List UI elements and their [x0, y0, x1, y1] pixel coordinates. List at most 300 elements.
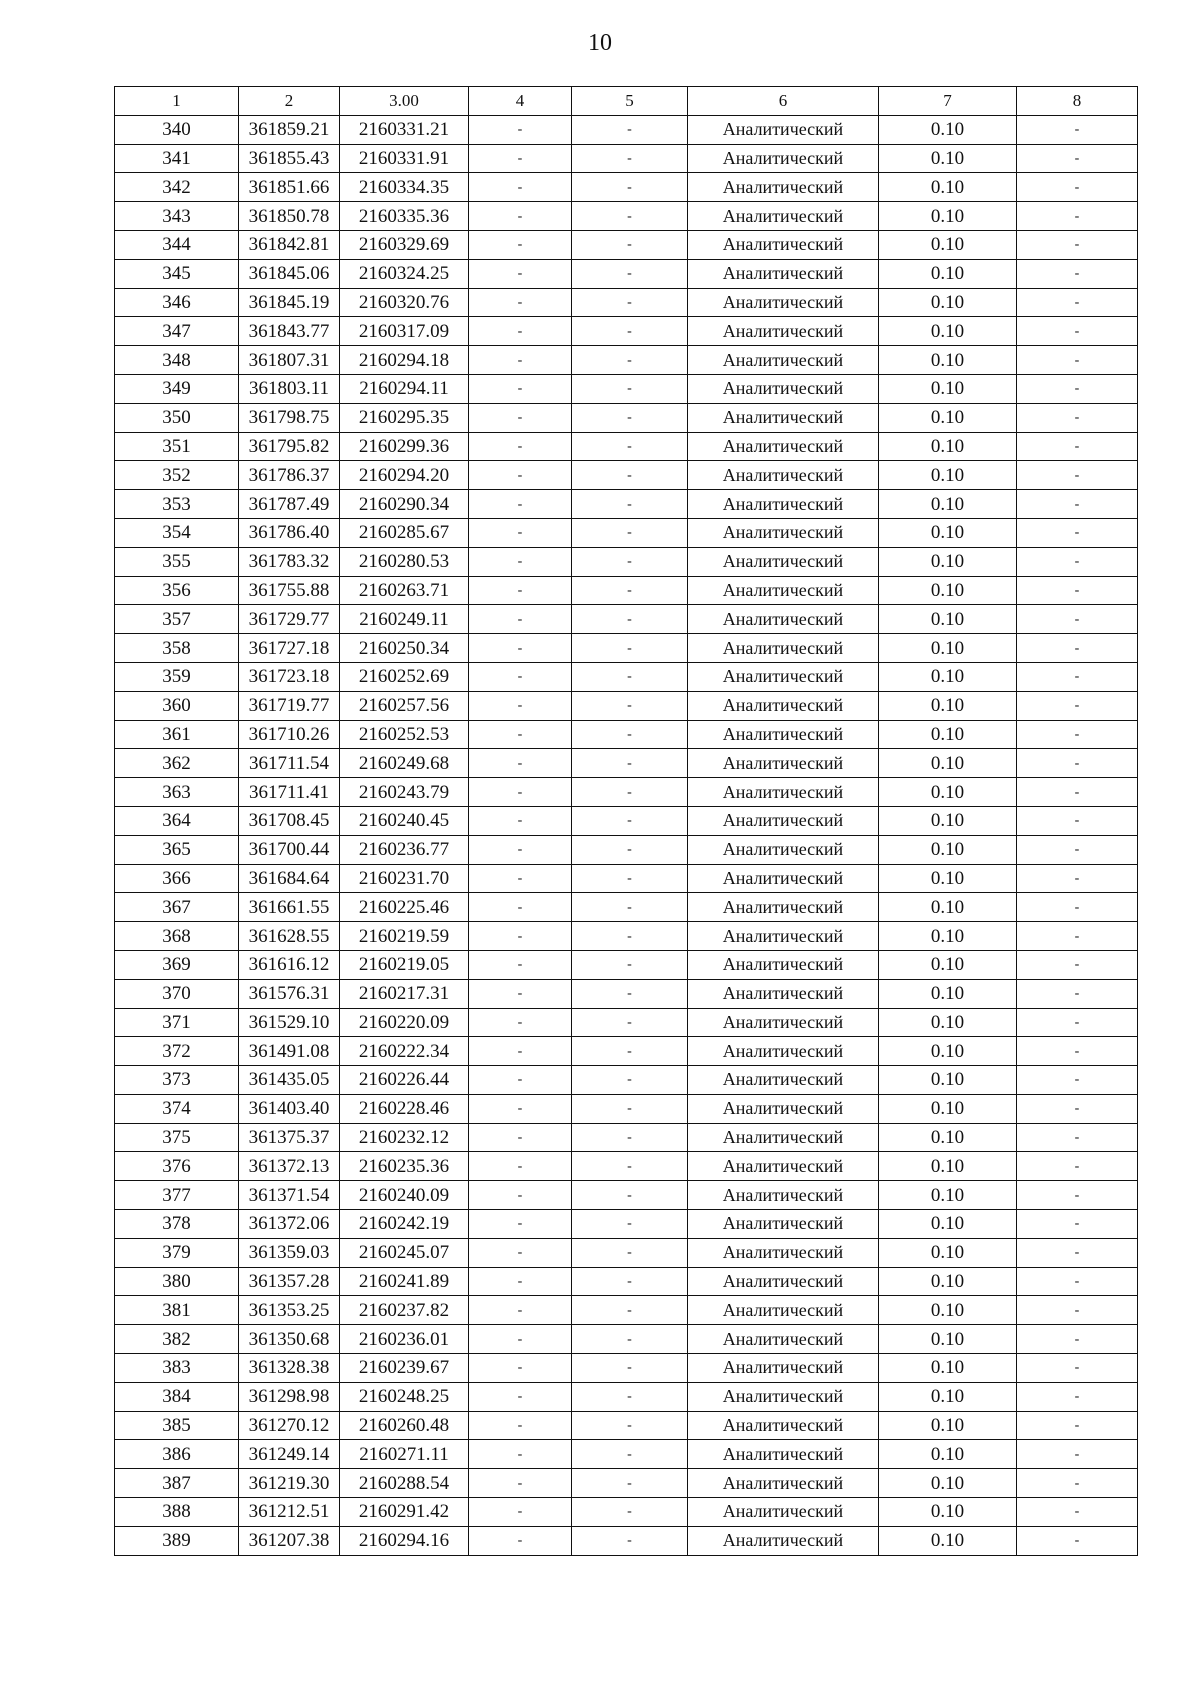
table-row	[115, 173, 1138, 202]
accuracy-cell: 0.10	[879, 691, 1017, 720]
point-number-cell: 367	[115, 893, 239, 922]
method-cell: Аналитический	[688, 1469, 879, 1498]
col8-cell: -	[1017, 1094, 1138, 1123]
col4-cell: -	[469, 518, 572, 547]
point-number-cell: 356	[115, 576, 239, 605]
x-coordinate-cell: 361700.44	[239, 835, 340, 864]
point-number-cell: 381	[115, 1296, 239, 1325]
table-row	[115, 518, 1138, 547]
col4-cell: -	[469, 490, 572, 519]
col4-cell: -	[469, 317, 572, 346]
table-row	[115, 1296, 1138, 1325]
col4-cell: -	[469, 1094, 572, 1123]
accuracy-cell: 0.10	[879, 403, 1017, 432]
method-cell: Аналитический	[688, 1037, 879, 1066]
point-number-cell: 376	[115, 1152, 239, 1181]
accuracy-cell: 0.10	[879, 115, 1017, 144]
point-number-cell: 340	[115, 115, 239, 144]
point-number-cell: 388	[115, 1498, 239, 1527]
col4-cell: -	[469, 979, 572, 1008]
col8-cell: -	[1017, 634, 1138, 663]
table-row	[115, 950, 1138, 979]
col8-cell: -	[1017, 605, 1138, 634]
col8-cell: -	[1017, 1123, 1138, 1152]
col4-cell: -	[469, 202, 572, 231]
table-row	[115, 893, 1138, 922]
point-number-cell: 377	[115, 1181, 239, 1210]
accuracy-cell: 0.10	[879, 1382, 1017, 1411]
method-cell: Аналитический	[688, 1411, 879, 1440]
accuracy-cell: 0.10	[879, 1296, 1017, 1325]
col4-cell: -	[469, 115, 572, 144]
col8-cell: -	[1017, 490, 1138, 519]
col4-cell: -	[469, 432, 572, 461]
y-coordinate-cell: 2160250.34	[340, 634, 469, 663]
accuracy-cell: 0.10	[879, 864, 1017, 893]
table-row	[115, 461, 1138, 490]
table-row	[115, 662, 1138, 691]
col8-cell: -	[1017, 1066, 1138, 1095]
y-coordinate-cell: 2160228.46	[340, 1094, 469, 1123]
col8-cell: -	[1017, 922, 1138, 951]
point-number-cell: 366	[115, 864, 239, 893]
col8-cell: -	[1017, 1037, 1138, 1066]
point-number-cell: 341	[115, 144, 239, 173]
point-number-cell: 370	[115, 979, 239, 1008]
method-cell: Аналитический	[688, 691, 879, 720]
col5-cell: -	[572, 634, 688, 663]
col5-cell: -	[572, 1123, 688, 1152]
col8-cell: -	[1017, 1296, 1138, 1325]
x-coordinate-cell: 361723.18	[239, 662, 340, 691]
column-header: 6	[688, 87, 879, 116]
x-coordinate-cell: 361219.30	[239, 1469, 340, 1498]
accuracy-cell: 0.10	[879, 1469, 1017, 1498]
y-coordinate-cell: 2160285.67	[340, 518, 469, 547]
col8-cell: -	[1017, 518, 1138, 547]
method-cell: Аналитический	[688, 490, 879, 519]
y-coordinate-cell: 2160334.35	[340, 173, 469, 202]
method-cell: Аналитический	[688, 864, 879, 893]
col8-cell: -	[1017, 1238, 1138, 1267]
y-coordinate-cell: 2160231.70	[340, 864, 469, 893]
method-cell: Аналитический	[688, 1181, 879, 1210]
table-row	[115, 1498, 1138, 1527]
y-coordinate-cell: 2160294.18	[340, 346, 469, 375]
table-row	[115, 1123, 1138, 1152]
accuracy-cell: 0.10	[879, 1526, 1017, 1555]
method-cell: Аналитический	[688, 806, 879, 835]
col5-cell: -	[572, 374, 688, 403]
table-row	[115, 403, 1138, 432]
method-cell: Аналитический	[688, 259, 879, 288]
x-coordinate-cell: 361719.77	[239, 691, 340, 720]
y-coordinate-cell: 2160317.09	[340, 317, 469, 346]
y-coordinate-cell: 2160295.35	[340, 403, 469, 432]
x-coordinate-cell: 361795.82	[239, 432, 340, 461]
col8-cell: -	[1017, 778, 1138, 807]
y-coordinate-cell: 2160249.68	[340, 749, 469, 778]
x-coordinate-cell: 361729.77	[239, 605, 340, 634]
col4-cell: -	[469, 922, 572, 951]
y-coordinate-cell: 2160263.71	[340, 576, 469, 605]
column-header: 2	[239, 87, 340, 116]
method-cell: Аналитический	[688, 144, 879, 173]
col5-cell: -	[572, 1210, 688, 1239]
y-coordinate-cell: 2160299.36	[340, 432, 469, 461]
method-cell: Аналитический	[688, 1526, 879, 1555]
col5-cell: -	[572, 806, 688, 835]
method-cell: Аналитический	[688, 1382, 879, 1411]
col4-cell: -	[469, 1037, 572, 1066]
col8-cell: -	[1017, 1267, 1138, 1296]
col8-cell: -	[1017, 950, 1138, 979]
y-coordinate-cell: 2160237.82	[340, 1296, 469, 1325]
col5-cell: -	[572, 922, 688, 951]
method-cell: Аналитический	[688, 749, 879, 778]
col8-cell: -	[1017, 403, 1138, 432]
col5-cell: -	[572, 1411, 688, 1440]
table-row	[115, 634, 1138, 663]
col5-cell: -	[572, 230, 688, 259]
table-row	[115, 1094, 1138, 1123]
col5-cell: -	[572, 1469, 688, 1498]
col8-cell: -	[1017, 202, 1138, 231]
col5-cell: -	[572, 1152, 688, 1181]
method-cell: Аналитический	[688, 1296, 879, 1325]
point-number-cell: 383	[115, 1354, 239, 1383]
method-cell: Аналитический	[688, 662, 879, 691]
col5-cell: -	[572, 1325, 688, 1354]
col4-cell: -	[469, 1354, 572, 1383]
table-row	[115, 1037, 1138, 1066]
col8-cell: -	[1017, 1325, 1138, 1354]
col8-cell: -	[1017, 461, 1138, 490]
col4-cell: -	[469, 1123, 572, 1152]
col5-cell: -	[572, 893, 688, 922]
method-cell: Аналитический	[688, 432, 879, 461]
table-row	[115, 490, 1138, 519]
table-body	[115, 115, 1138, 1555]
table-row	[115, 1238, 1138, 1267]
accuracy-cell: 0.10	[879, 202, 1017, 231]
col5-cell: -	[572, 518, 688, 547]
method-cell: Аналитический	[688, 374, 879, 403]
col5-cell: -	[572, 1066, 688, 1095]
point-number-cell: 369	[115, 950, 239, 979]
y-coordinate-cell: 2160271.11	[340, 1440, 469, 1469]
point-number-cell: 373	[115, 1066, 239, 1095]
accuracy-cell: 0.10	[879, 1238, 1017, 1267]
col4-cell: -	[469, 1008, 572, 1037]
point-number-cell: 348	[115, 346, 239, 375]
method-cell: Аналитический	[688, 1123, 879, 1152]
col4-cell: -	[469, 1238, 572, 1267]
method-cell: Аналитический	[688, 1152, 879, 1181]
col5-cell: -	[572, 346, 688, 375]
accuracy-cell: 0.10	[879, 1181, 1017, 1210]
point-number-cell: 379	[115, 1238, 239, 1267]
col5-cell: -	[572, 979, 688, 1008]
accuracy-cell: 0.10	[879, 1210, 1017, 1239]
col8-cell: -	[1017, 1498, 1138, 1527]
accuracy-cell: 0.10	[879, 173, 1017, 202]
table-row	[115, 1411, 1138, 1440]
col8-cell: -	[1017, 259, 1138, 288]
accuracy-cell: 0.10	[879, 835, 1017, 864]
point-number-cell: 365	[115, 835, 239, 864]
point-number-cell: 347	[115, 317, 239, 346]
col4-cell: -	[469, 173, 572, 202]
accuracy-cell: 0.10	[879, 893, 1017, 922]
y-coordinate-cell: 2160239.67	[340, 1354, 469, 1383]
point-number-cell: 357	[115, 605, 239, 634]
table-row	[115, 259, 1138, 288]
col4-cell: -	[469, 144, 572, 173]
point-number-cell: 342	[115, 173, 239, 202]
col5-cell: -	[572, 1498, 688, 1527]
column-header: 3.00	[340, 87, 469, 116]
point-number-cell: 351	[115, 432, 239, 461]
point-number-cell: 359	[115, 662, 239, 691]
col4-cell: -	[469, 288, 572, 317]
accuracy-cell: 0.10	[879, 547, 1017, 576]
accuracy-cell: 0.10	[879, 922, 1017, 951]
y-coordinate-cell: 2160242.19	[340, 1210, 469, 1239]
accuracy-cell: 0.10	[879, 1066, 1017, 1095]
col5-cell: -	[572, 403, 688, 432]
x-coordinate-cell: 361855.43	[239, 144, 340, 173]
accuracy-cell: 0.10	[879, 1325, 1017, 1354]
col5-cell: -	[572, 835, 688, 864]
col4-cell: -	[469, 1411, 572, 1440]
accuracy-cell: 0.10	[879, 374, 1017, 403]
accuracy-cell: 0.10	[879, 1440, 1017, 1469]
table-row	[115, 1325, 1138, 1354]
point-number-cell: 387	[115, 1469, 239, 1498]
col4-cell: -	[469, 259, 572, 288]
table-row	[115, 1066, 1138, 1095]
x-coordinate-cell: 361842.81	[239, 230, 340, 259]
col4-cell: -	[469, 346, 572, 375]
point-number-cell: 362	[115, 749, 239, 778]
col8-cell: -	[1017, 144, 1138, 173]
col4-cell: -	[469, 835, 572, 864]
x-coordinate-cell: 361727.18	[239, 634, 340, 663]
accuracy-cell: 0.10	[879, 1411, 1017, 1440]
col5-cell: -	[572, 1382, 688, 1411]
col5-cell: -	[572, 778, 688, 807]
method-cell: Аналитический	[688, 922, 879, 951]
table-row	[115, 1181, 1138, 1210]
y-coordinate-cell: 2160294.11	[340, 374, 469, 403]
method-cell: Аналитический	[688, 634, 879, 663]
col5-cell: -	[572, 1526, 688, 1555]
point-number-cell: 360	[115, 691, 239, 720]
y-coordinate-cell: 2160220.09	[340, 1008, 469, 1037]
x-coordinate-cell: 361207.38	[239, 1526, 340, 1555]
x-coordinate-cell: 361249.14	[239, 1440, 340, 1469]
table-row	[115, 922, 1138, 951]
table-row	[115, 230, 1138, 259]
point-number-cell: 374	[115, 1094, 239, 1123]
x-coordinate-cell: 361661.55	[239, 893, 340, 922]
table-row	[115, 1526, 1138, 1555]
point-number-cell: 358	[115, 634, 239, 663]
col4-cell: -	[469, 1469, 572, 1498]
method-cell: Аналитический	[688, 1325, 879, 1354]
method-cell: Аналитический	[688, 576, 879, 605]
column-header: 1	[115, 87, 239, 116]
y-coordinate-cell: 2160257.56	[340, 691, 469, 720]
method-cell: Аналитический	[688, 1066, 879, 1095]
col5-cell: -	[572, 950, 688, 979]
col8-cell: -	[1017, 346, 1138, 375]
y-coordinate-cell: 2160248.25	[340, 1382, 469, 1411]
col5-cell: -	[572, 691, 688, 720]
col4-cell: -	[469, 950, 572, 979]
table-row	[115, 1469, 1138, 1498]
table-row	[115, 806, 1138, 835]
y-coordinate-cell: 2160236.01	[340, 1325, 469, 1354]
method-cell: Аналитический	[688, 1210, 879, 1239]
point-number-cell: 389	[115, 1526, 239, 1555]
x-coordinate-cell: 361851.66	[239, 173, 340, 202]
x-coordinate-cell: 361628.55	[239, 922, 340, 951]
x-coordinate-cell: 361711.41	[239, 778, 340, 807]
col4-cell: -	[469, 720, 572, 749]
col5-cell: -	[572, 173, 688, 202]
method-cell: Аналитический	[688, 461, 879, 490]
table-row	[115, 346, 1138, 375]
y-coordinate-cell: 2160280.53	[340, 547, 469, 576]
col4-cell: -	[469, 1526, 572, 1555]
col5-cell: -	[572, 605, 688, 634]
col8-cell: -	[1017, 1440, 1138, 1469]
y-coordinate-cell: 2160240.09	[340, 1181, 469, 1210]
x-coordinate-cell: 361372.13	[239, 1152, 340, 1181]
col4-cell: -	[469, 1382, 572, 1411]
y-coordinate-cell: 2160241.89	[340, 1267, 469, 1296]
accuracy-cell: 0.10	[879, 1152, 1017, 1181]
y-coordinate-cell: 2160291.42	[340, 1498, 469, 1527]
point-number-cell: 385	[115, 1411, 239, 1440]
point-number-cell: 349	[115, 374, 239, 403]
method-cell: Аналитический	[688, 1440, 879, 1469]
point-number-cell: 346	[115, 288, 239, 317]
x-coordinate-cell: 361755.88	[239, 576, 340, 605]
method-cell: Аналитический	[688, 202, 879, 231]
col5-cell: -	[572, 432, 688, 461]
accuracy-cell: 0.10	[879, 518, 1017, 547]
col4-cell: -	[469, 634, 572, 663]
col8-cell: -	[1017, 749, 1138, 778]
point-number-cell: 355	[115, 547, 239, 576]
point-number-cell: 384	[115, 1382, 239, 1411]
method-cell: Аналитический	[688, 950, 879, 979]
y-coordinate-cell: 2160240.45	[340, 806, 469, 835]
accuracy-cell: 0.10	[879, 259, 1017, 288]
col5-cell: -	[572, 1354, 688, 1383]
col8-cell: -	[1017, 317, 1138, 346]
point-number-cell: 353	[115, 490, 239, 519]
col4-cell: -	[469, 749, 572, 778]
x-coordinate-cell: 361270.12	[239, 1411, 340, 1440]
col5-cell: -	[572, 1267, 688, 1296]
y-coordinate-cell: 2160232.12	[340, 1123, 469, 1152]
column-header: 5	[572, 87, 688, 116]
y-coordinate-cell: 2160294.20	[340, 461, 469, 490]
column-header: 4	[469, 87, 572, 116]
y-coordinate-cell: 2160219.05	[340, 950, 469, 979]
accuracy-cell: 0.10	[879, 749, 1017, 778]
point-number-cell: 344	[115, 230, 239, 259]
point-number-cell: 352	[115, 461, 239, 490]
table-row	[115, 1440, 1138, 1469]
col5-cell: -	[572, 1238, 688, 1267]
col4-cell: -	[469, 778, 572, 807]
col5-cell: -	[572, 259, 688, 288]
col4-cell: -	[469, 864, 572, 893]
table-row	[115, 576, 1138, 605]
table-row	[115, 1382, 1138, 1411]
col8-cell: -	[1017, 432, 1138, 461]
y-coordinate-cell: 2160324.25	[340, 259, 469, 288]
point-number-cell: 363	[115, 778, 239, 807]
y-coordinate-cell: 2160331.21	[340, 115, 469, 144]
method-cell: Аналитический	[688, 403, 879, 432]
x-coordinate-cell: 361372.06	[239, 1210, 340, 1239]
x-coordinate-cell: 361843.77	[239, 317, 340, 346]
point-number-cell: 343	[115, 202, 239, 231]
x-coordinate-cell: 361807.31	[239, 346, 340, 375]
col4-cell: -	[469, 230, 572, 259]
x-coordinate-cell: 361845.19	[239, 288, 340, 317]
x-coordinate-cell: 361786.37	[239, 461, 340, 490]
x-coordinate-cell: 361684.64	[239, 864, 340, 893]
col8-cell: -	[1017, 1152, 1138, 1181]
x-coordinate-cell: 361529.10	[239, 1008, 340, 1037]
x-coordinate-cell: 361708.45	[239, 806, 340, 835]
table-row	[115, 288, 1138, 317]
col5-cell: -	[572, 1296, 688, 1325]
table-row	[115, 1152, 1138, 1181]
y-coordinate-cell: 2160236.77	[340, 835, 469, 864]
table-row	[115, 691, 1138, 720]
point-number-cell: 345	[115, 259, 239, 288]
table-row	[115, 374, 1138, 403]
col8-cell: -	[1017, 1210, 1138, 1239]
y-coordinate-cell: 2160252.53	[340, 720, 469, 749]
col8-cell: -	[1017, 173, 1138, 202]
col5-cell: -	[572, 115, 688, 144]
col8-cell: -	[1017, 1354, 1138, 1383]
col4-cell: -	[469, 1498, 572, 1527]
col4-cell: -	[469, 806, 572, 835]
point-number-cell: 375	[115, 1123, 239, 1152]
table-row	[115, 1210, 1138, 1239]
col4-cell: -	[469, 576, 572, 605]
accuracy-cell: 0.10	[879, 662, 1017, 691]
table-row	[115, 144, 1138, 173]
method-cell: Аналитический	[688, 1354, 879, 1383]
method-cell: Аналитический	[688, 346, 879, 375]
y-coordinate-cell: 2160243.79	[340, 778, 469, 807]
accuracy-cell: 0.10	[879, 1267, 1017, 1296]
accuracy-cell: 0.10	[879, 490, 1017, 519]
column-header: 7	[879, 87, 1017, 116]
col4-cell: -	[469, 893, 572, 922]
